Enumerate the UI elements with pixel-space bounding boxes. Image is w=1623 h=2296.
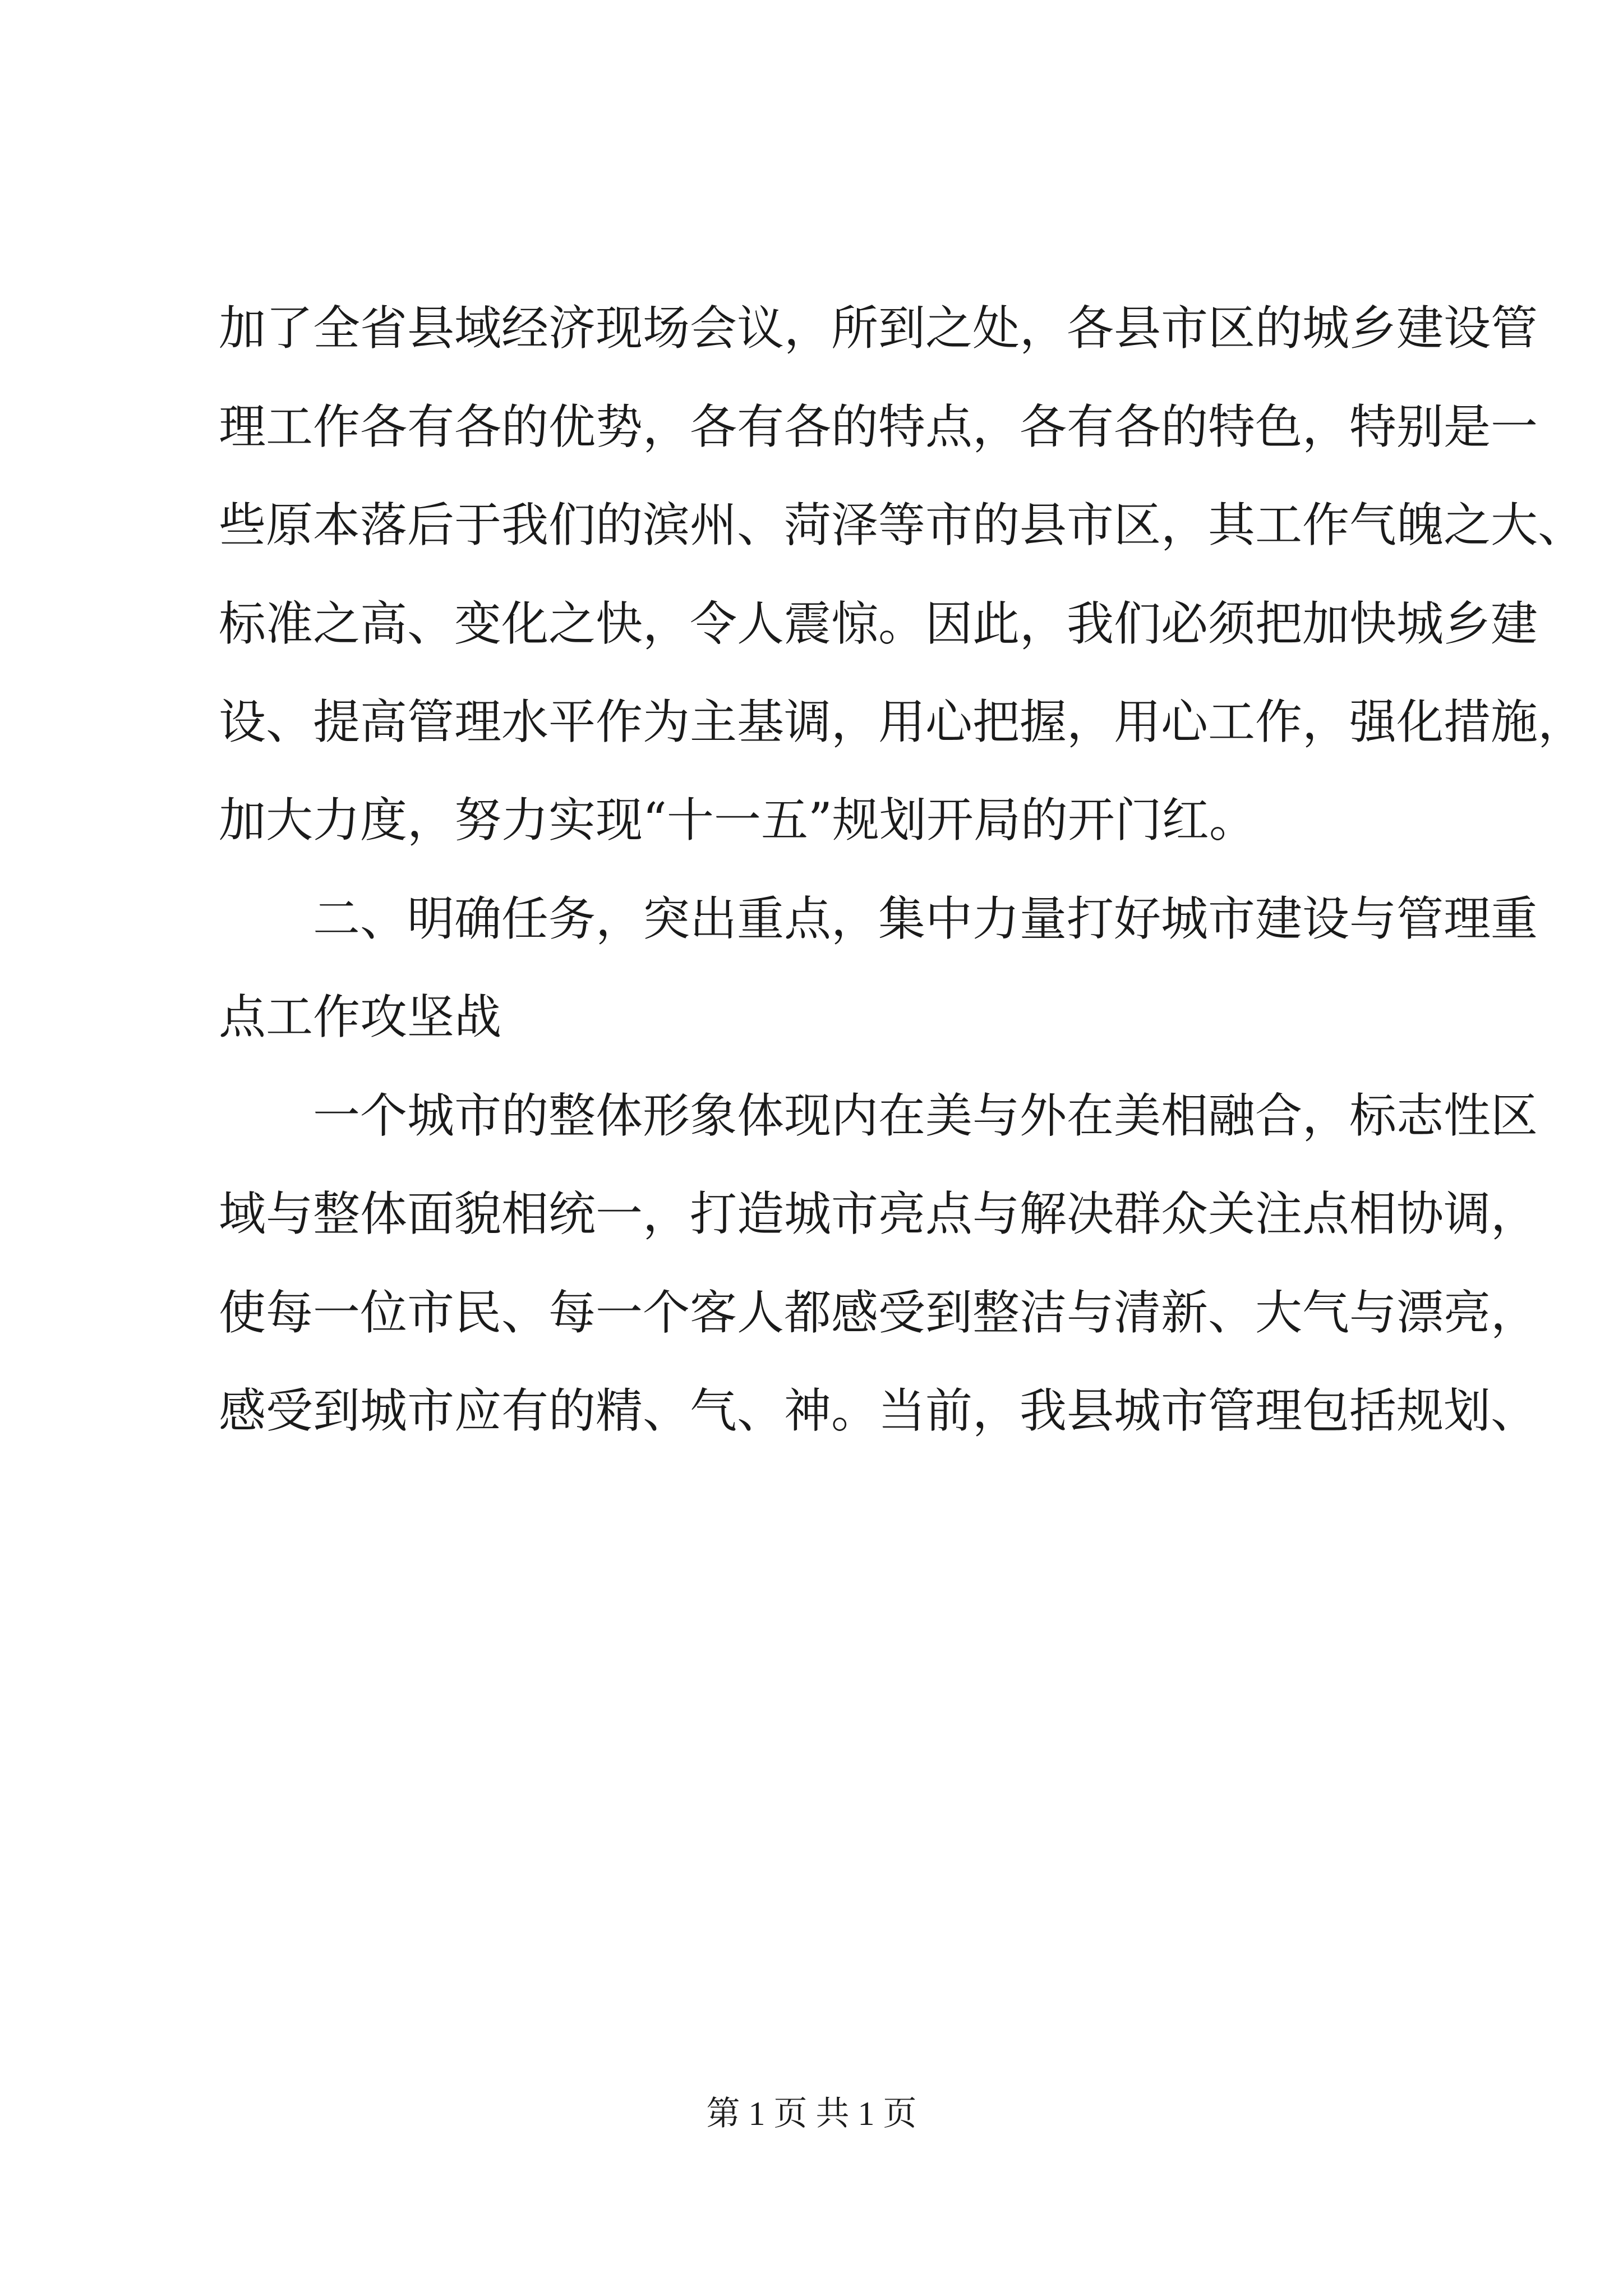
- text-line: 二、明确任务，突出重点，集中力量打好城市建设与管理重: [313, 891, 1538, 946]
- text-line: 标准之高、变化之快，令人震惊。因此，我们必须把加快城乡建: [219, 596, 1538, 651]
- text-line: 感受到城市应有的精、气、神。当前，我县城市管理包括规划、: [219, 1383, 1538, 1438]
- text-line: 点工作攻坚战: [219, 990, 502, 1045]
- text-line: 加大力度，努力实现“十一五”规划开局的开门红。: [219, 793, 1256, 848]
- text-line: 理工作各有各的优势，各有各的特点，各有各的特色，特别是一: [219, 399, 1538, 454]
- text-line: 设、提高管理水平作为主基调，用心把握，用心工作，强化措施，: [219, 694, 1585, 749]
- text-line: 使每一位市民、每一个客人都感受到整洁与清新、大气与漂亮，: [219, 1285, 1538, 1340]
- page-footer: 第 1 页 共 1 页: [706, 2095, 917, 2132]
- text-line: 域与整体面貌相统一，打造城市亮点与解决群众关注点相协调，: [219, 1186, 1538, 1241]
- text-line: 一个城市的整体形象体现内在美与外在美相融合，标志性区: [313, 1088, 1538, 1143]
- text-line: 加了全省县域经济现场会议，所到之处，各县市区的城乡建设管: [219, 301, 1538, 356]
- text-line: 些原本落后于我们的滨州、菏泽等市的县市区，其工作气魄之大、: [219, 498, 1585, 553]
